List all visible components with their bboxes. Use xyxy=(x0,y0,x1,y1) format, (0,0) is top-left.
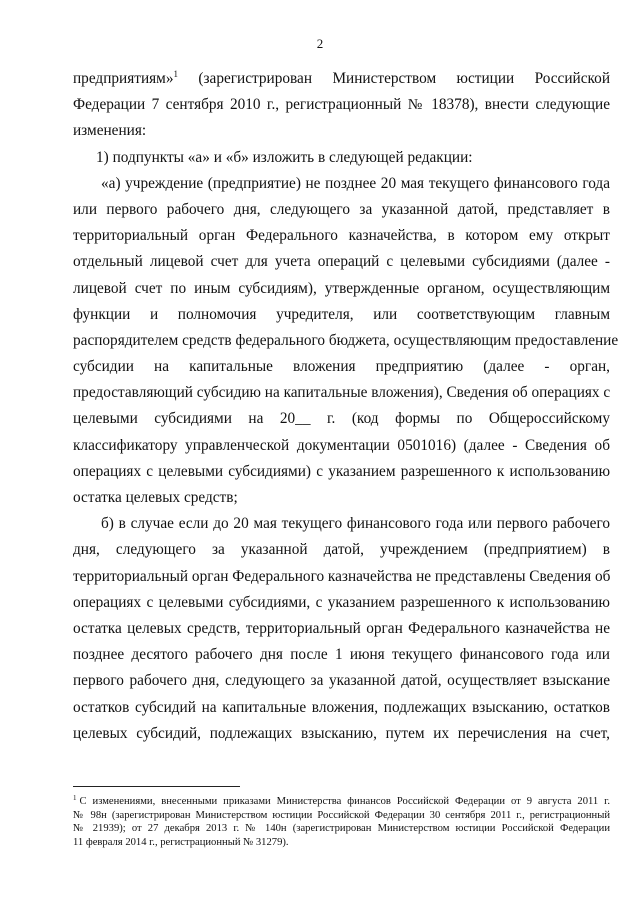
text-line: территориальный орган Федерального казначейства не представлены Сведения об xyxy=(73,567,611,585)
footnote-mark: 1 xyxy=(73,794,77,802)
page-number: 2 xyxy=(316,36,324,51)
footnote-line: 11 февраля 2014 г., регистрационный № 31279). xyxy=(73,837,289,849)
text-line: остатка целевых средств; xyxy=(73,489,238,506)
text-line: целевыми субсидиями на 20__ г. (код формы по Общероссийскому xyxy=(73,410,610,428)
text-fragment: предприятиям» xyxy=(73,70,174,87)
text-line: классификатору управленческой документации 0501016) (далее - Сведения об xyxy=(73,436,610,454)
footnote xyxy=(73,795,610,850)
text-line: распорядителем средств федерального бюджета, осуществляющим предоставление xyxy=(73,331,619,349)
text-line: остатков субсидий на капитальные вложения, подлежащих взысканию, остатков xyxy=(73,698,610,716)
footnote-line: № 98н (зарегистрирован Министерством юстиции Российской Федерации 30 сентября 2011 г., регистрационный xyxy=(73,809,610,821)
text-line: Федерации 7 сентября 2010 г., регистрационный № 18378), внести следующие xyxy=(73,96,610,114)
text-fragment: (зарегистрирован Министерством юстиции Российской xyxy=(198,70,611,87)
text-line: остатка целевых средств, территориальный орган Федерального казначейства не xyxy=(73,619,610,637)
text-line: дня, следующего за указанной датой, учреждением (предприятием) в xyxy=(73,541,610,559)
footnote-divider xyxy=(73,786,240,787)
text-line: субсидии на капитальные вложения предприятию (далее - орган, xyxy=(73,358,610,376)
footnote-reference: 1 xyxy=(173,69,178,79)
text-line: б) в случае если до 20 мая текущего финансового года или первого рабочего xyxy=(101,515,610,533)
text-line: операциях с целевыми субсидиями) с указанием разрешенного к использованию xyxy=(73,462,610,480)
text-line: позднее десятого рабочего дня после 1 июня текущего финансового года или xyxy=(73,646,610,664)
body-text xyxy=(73,66,619,747)
text-line: операциях с целевыми субсидиями, с указанием разрешенного к использованию xyxy=(73,593,610,611)
footnote-line xyxy=(73,795,610,809)
text-line: функции и полномочия учредителя, или соответствующим главным xyxy=(73,305,610,323)
text-line: лицевой счет по иным субсидиям), утвержденные органом, осуществляющим xyxy=(73,279,610,297)
text-line: «а) учреждение (предприятие) не позднее 20 мая текущего финансового года xyxy=(101,174,610,192)
text-line: 1) подпункты «а» и «б» изложить в следующей редакции: xyxy=(96,148,473,166)
text-line: предоставляющий субсидию на капитальные вложения), Сведения об операциях с xyxy=(73,384,611,402)
text-line: первого рабочего дня, следующего за указанной датой, осуществляет взыскание xyxy=(73,672,610,690)
text-line: целевых субсидий, подлежащих взысканию, путем их перечисления на счет, xyxy=(73,724,610,742)
text-line xyxy=(73,66,610,92)
text-line: или первого рабочего дня, следующего за указанной датой, представляет в xyxy=(73,200,610,218)
text-line: отдельный лицевой счет для учета операций с целевыми субсидиями (далее - xyxy=(73,253,610,271)
text-fragment: С изменениями, внесенными приказами Министерства финансов Российской Федерации от 9 августа 2011 г. xyxy=(79,796,610,807)
text-line: изменения: xyxy=(73,122,147,140)
text-line: территориальный орган Федерального казначейства, в котором ему открыт xyxy=(73,227,610,245)
footnote-line: № 21939); от 27 декабря 2013 г. № 140н (зарегистрирован Министерством юстиции Российской Федерации xyxy=(73,823,610,835)
